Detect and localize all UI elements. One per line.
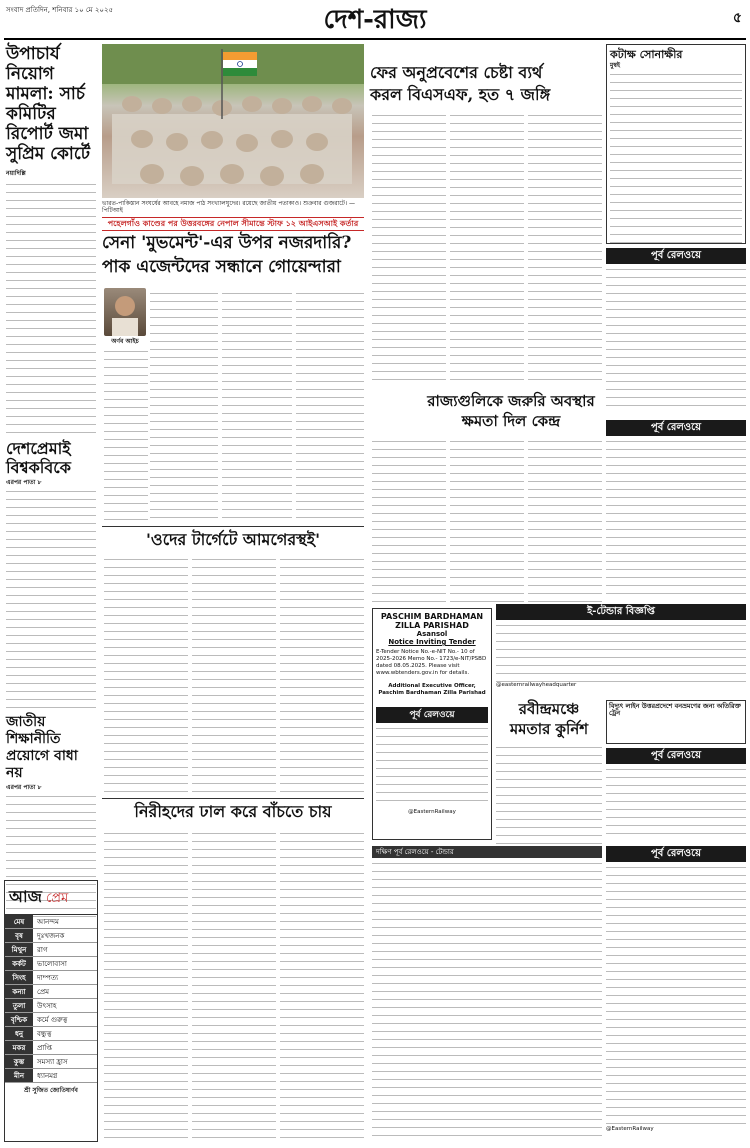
horoscope-list (5, 915, 97, 1083)
states-headline-2: ক্ষমতা দিল কেন্দ্র (461, 412, 561, 430)
main-headline-2: পাক এজেন্টদের সন্ধানে গোয়েন্দারা (102, 257, 341, 277)
zodiac-sign: তুলা (5, 999, 33, 1012)
ad-body (606, 438, 746, 594)
left-column (6, 44, 96, 921)
reporter-byline: অর্ণব আইচ (111, 338, 139, 345)
horoscope-row (5, 971, 97, 985)
horoscope-row (5, 1013, 97, 1027)
dateline: নয়াদিল্লি (6, 170, 26, 177)
tender-line-3: Asansol (416, 630, 448, 638)
ad-body (606, 864, 746, 1126)
zodiac-sign: মীন (5, 1069, 33, 1082)
ad-header: পূর্ব রেলওয়ে (606, 420, 746, 436)
ad-header: পূর্ব রেলওয়ে (376, 707, 488, 723)
bsf-headline-1: ফের অনুপ্রবেশের চেষ্টা ব্যর্থ (370, 63, 543, 82)
ad-handle: @EasternRailway (408, 809, 456, 815)
zodiac-sign: বৃষ (5, 929, 33, 942)
ad-handle: @EasternRailway (606, 1126, 654, 1132)
headline-education: জাতীয় শিক্ষানীতি প্রয়োগে বাধা নয় (6, 714, 78, 781)
story-byline: এরপর পাতা ৮ (6, 784, 42, 791)
third-story-body (280, 830, 364, 1140)
horoscope-row (5, 915, 97, 929)
date-line: সংবাদ প্রতিদিন, শনিবার ১০ মে ২০২৫ (6, 6, 114, 14)
tender-line-4: Notice Inviting Tender (388, 638, 476, 646)
kataksha-box (606, 44, 746, 244)
second-story-body (192, 556, 276, 792)
main-headline-1: সেনা 'মুভমেন্ট'-এর উপর নজরদারি? (102, 233, 352, 253)
right-ad-2 (606, 420, 746, 600)
horoscope-row (5, 1055, 97, 1069)
main-story-body (104, 348, 148, 520)
red-strap: পহেলগাঁও কাণ্ডের পর উত্তরবঙ্গের নেপাল সীমান্তে স্টাফ ১২ আইএসআই কর্তার (102, 217, 364, 231)
horoscope-title: আজ (9, 887, 42, 906)
bsf-story-body (450, 112, 524, 386)
avatar (104, 288, 146, 336)
kataksha-dateline: মুম্বই (610, 62, 620, 69)
headline-vc-case: উপাচার্য নিয়োগ মামলা: সার্চ কমিটির রিপোর্ট জমা সুপ্রিম কোর্টে (6, 44, 90, 164)
second-story-body (104, 556, 188, 792)
zodiac-sign: সিংহ (5, 971, 33, 984)
story-body (6, 488, 96, 708)
zodiac-text: প্রেম (37, 988, 49, 996)
ad-body (376, 725, 488, 807)
tender-line-1: PASCHIM BARDHAMAN (380, 612, 484, 621)
horoscope-row (5, 1069, 97, 1083)
story-body (6, 181, 96, 433)
zodiac-sign: কুম্ভ (5, 1055, 33, 1068)
zodiac-sign: ধনু (5, 1027, 33, 1040)
zodiac-sign: কন্যা (5, 985, 33, 998)
zodiac-text: আনন্দম (37, 918, 59, 926)
main-story-body (150, 290, 218, 520)
tender-body: E-Tender Notice No.-e-NIT No.- 10 of 2025-2026 Memo No.- 1723/e-NIT/PSBD dated 08.05.2025. Please visit www.wbtenders.gov.in for details. (376, 649, 487, 676)
zodiac-text: কর্মে গুরুত্ব (37, 1016, 68, 1024)
reporter-photo (104, 288, 146, 336)
second-story-body (280, 556, 364, 792)
right-ad-1 (606, 248, 746, 418)
zodiac-text: প্রাপ্তি (37, 1044, 53, 1052)
ad-body (496, 622, 746, 682)
horoscope-footer: শ্রী সুজিত জোতিষার্ণব (24, 1087, 78, 1094)
ad-header: পূর্ব রেলওয়ে (606, 846, 746, 862)
news-photo (102, 44, 364, 198)
ad-header: পূর্ব রেলওয়ে (606, 248, 746, 264)
bsf-story-body (528, 112, 602, 386)
states-story-body (372, 438, 446, 602)
tender-line-2: ZILLA PARISHAD (395, 621, 469, 630)
horoscope-row (5, 957, 97, 971)
right-ad-4 (606, 846, 746, 1142)
states-story-body (528, 438, 602, 602)
notice-bar: দক্ষিণ পূর্ব রেলওয়ে - টেন্ডার (372, 846, 602, 858)
zodiac-sign: মকর (5, 1041, 33, 1054)
ad-header: ই-টেন্ডার বিজ্ঞপ্তি (496, 604, 746, 620)
zodiac-text: ধ্যানমগ্ন (37, 1072, 58, 1080)
tender-notice (372, 608, 492, 840)
states-story-body (450, 438, 524, 602)
zodiac-text: ভালোবাসা (37, 960, 67, 968)
third-story-body (192, 830, 276, 1140)
kataksha-body (610, 71, 742, 243)
wide-ad (496, 604, 746, 698)
zodiac-sign: মিথুন (5, 943, 33, 956)
rabindra-headline-2: মমতার কুর্নিশ (509, 720, 589, 738)
tender-signer: Additional Executive Officer, Paschim Bardhaman Zilla Parishad (378, 683, 486, 696)
bsf-story-body (372, 112, 446, 386)
zodiac-sign: কর্কট (5, 957, 33, 970)
header-rule (4, 38, 746, 40)
page-number: ৫ (732, 10, 742, 26)
headline-patriot: দেশপ্রেমাই বিশ্বকবিকে (6, 439, 71, 477)
main-story-body (222, 290, 292, 520)
horoscope-row (5, 1041, 97, 1055)
zodiac-text: উৎসাহ (37, 1002, 57, 1010)
horoscope-row (5, 943, 97, 957)
ad-header: পূর্ব রেলওয়ে (606, 748, 746, 764)
third-story-body (104, 830, 188, 1140)
special-train-text: বিদ্যুৎ লাইন উত্তরপ্রদেশে বনভ্রমণের জন্য অতিরিক্ত ট্রেন (609, 702, 741, 717)
horoscope-row (5, 985, 97, 999)
third-headline: নিরীহদের ঢাল করে বাঁচতে চায় (102, 798, 364, 823)
bsf-headline-2: করল বিএসএফ, হত ৭ জঙ্গি (370, 85, 551, 104)
bottom-notice (372, 846, 602, 1142)
kataksha-title: কটাক্ষ সোনাক্ষীর (610, 48, 683, 61)
rabindra-story-body (496, 744, 602, 844)
right-ad-3 (606, 748, 746, 844)
ad-body (606, 266, 746, 412)
zodiac-text: বন্ধুত্ব (37, 1030, 52, 1038)
horoscope-row (5, 929, 97, 943)
horoscope-row (5, 999, 97, 1013)
horoscope-title-2: প্রেম (45, 891, 69, 906)
story-byline: এরপর পাতা ৮ (6, 479, 42, 486)
ad-handle: @easternrailwayheadquarter (496, 682, 577, 688)
main-story-body (296, 290, 364, 520)
zodiac-text: দাম্পত্য (37, 974, 59, 982)
notice-body (372, 860, 602, 1140)
zodiac-text: রাগ (37, 946, 48, 954)
zodiac-sign: বৃশ্চিক (5, 1013, 33, 1026)
zodiac-text: দুঃখজনক (37, 932, 65, 940)
zodiac-sign: মেষ (5, 915, 33, 928)
rabindra-headline-1: রবীন্দ্রমঞ্চে (518, 700, 580, 718)
second-headline: 'ওদের টার্গেটে আমগেরস্থই' (102, 526, 364, 551)
zodiac-text: সমস্যা হ্রাস (37, 1058, 68, 1066)
ad-body (606, 766, 746, 840)
horoscope-box (4, 880, 98, 1142)
horoscope-row (5, 1027, 97, 1041)
states-headline-1: রাজ্যগুলিকে জরুরি অবস্থার (427, 392, 595, 410)
photo-illustration (102, 44, 364, 198)
special-train-ad (606, 700, 746, 744)
section-title: দেশ-রাজ্য (323, 5, 427, 35)
photo-caption: ভারত-পাকিস্তান সংঘর্ষের আবহে নমাজ পাঠ সংখ্যালঘুদের। রয়েছে জাতীয় পতাকাও। শুক্রবার গুজরাটে। —পিটিআই (102, 200, 355, 214)
